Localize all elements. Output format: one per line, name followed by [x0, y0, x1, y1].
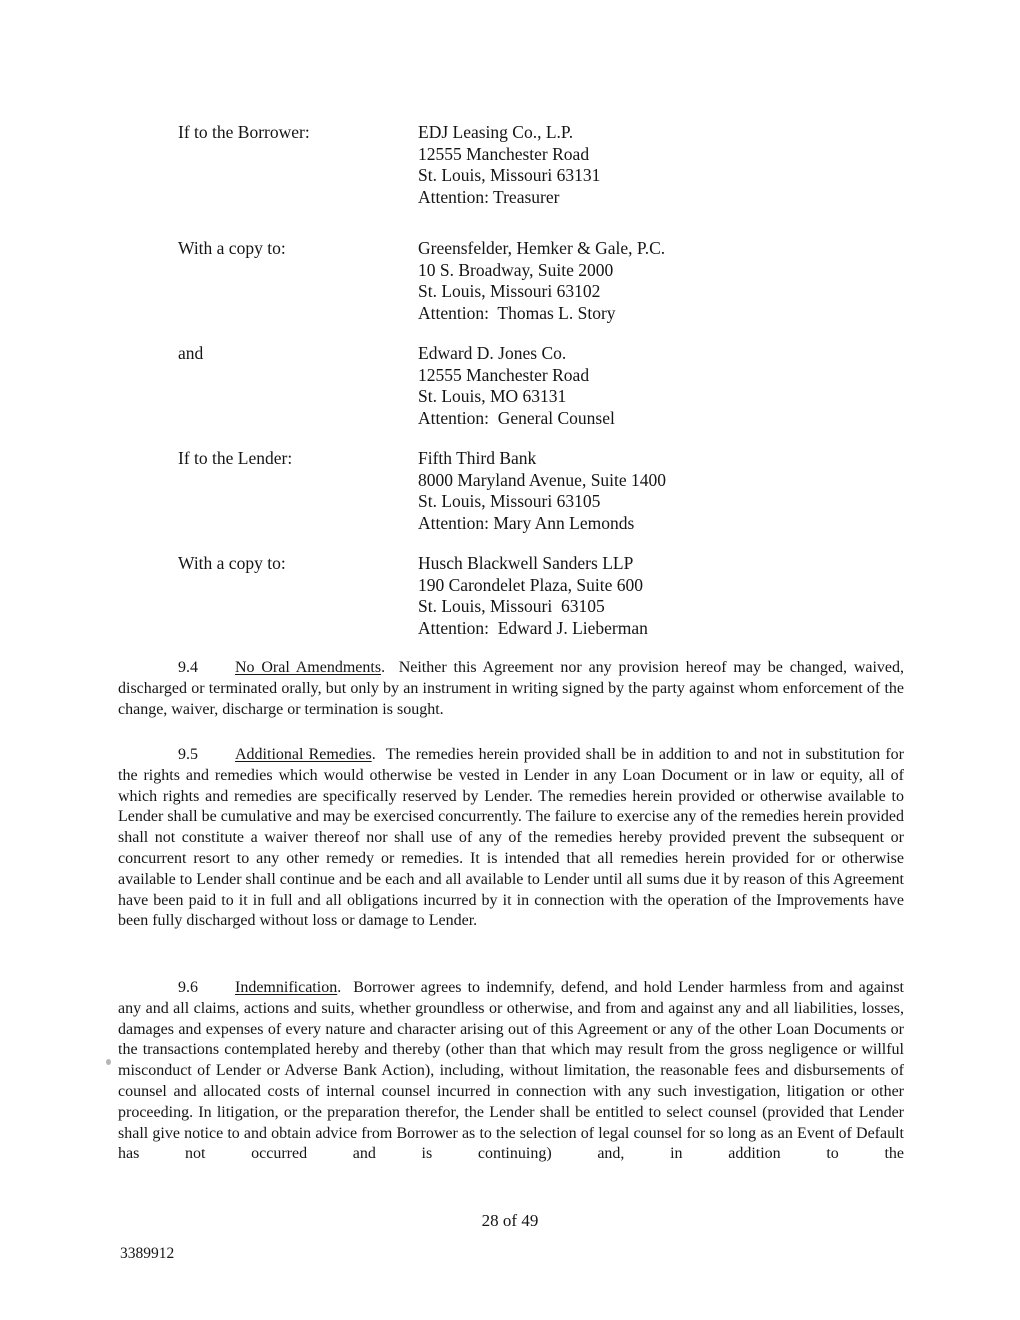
section-separator: .	[371, 746, 386, 763]
section-body: Borrower agrees to indemnify, defend, and hold Lender harmless from and against any and all claims, actions and suits, whether groundless or otherwise, and from and against any and all liabilities, losses, damages and expenses of every nature and character arising out of this Agreement or any of the other Loan Documents or the transactions contemplated hereby and thereby (other than that which may result from the gross negligence or willful misconduct of Lender or Adverse Bank Action), including, without limitation, the reasonable fees and disbursements of counsel and allocated costs of internal counsel incurred in connection with any such investigation, litigation or other proceeding. In litigation, or the preparation therefor, the Lender shall be entitled to select counsel (provided that Lender shall give notice to and obtain advice from Borrower as to the selection of legal counsel for so long as an Event of Default has not occurred and is continuing) and, in addition to the	[118, 979, 905, 1163]
address-line: St. Louis, MO 63131	[418, 386, 567, 407]
address-line: St. Louis, Missouri 63105	[418, 596, 605, 617]
section-paragraph	[118, 978, 904, 1165]
address-line: 8000 Maryland Avenue, Suite 1400	[418, 469, 667, 490]
section-body: Neither this Agreement nor any provision hereof may be changed, waived, discharged or terminated orally, but only by an instrument in writing signed by the party against whom enforcement of the change, waiver, discharge or termination is sought.	[118, 659, 905, 718]
address-line: Attention: Treasurer	[418, 186, 560, 207]
notice-address	[418, 553, 648, 639]
notice-address	[418, 238, 665, 324]
document-number: 3389912	[120, 1245, 175, 1262]
address-line: 12555 Manchester Road	[418, 143, 590, 164]
section-heading: Indemnification	[235, 979, 338, 996]
address-line: EDJ Leasing Co., L.P.	[418, 122, 574, 142]
address-line: St. Louis, Missouri 63102	[418, 281, 601, 302]
notice-label: If to the Borrower:	[178, 122, 310, 142]
section-heading: No Oral Amendments	[235, 659, 382, 676]
address-line: 190 Carondelet Plaza, Suite 600	[418, 574, 644, 595]
address-line: Greensfelder, Hemker & Gale, P.C.	[418, 238, 666, 258]
address-line: Attention: Mary Ann Lemonds	[418, 512, 635, 533]
notice-address	[418, 122, 600, 208]
section-number: 9.5	[178, 746, 198, 763]
address-line: Attention: Thomas L. Story	[418, 302, 616, 323]
notice-label: With a copy to:	[178, 238, 286, 258]
address-line: Attention: Edward J. Lieberman	[418, 617, 648, 638]
section-separator: .	[381, 659, 399, 676]
page-number: 28 of 49	[481, 1211, 539, 1230]
section-paragraph	[118, 658, 904, 720]
address-line: 10 S. Broadway, Suite 2000	[418, 259, 614, 280]
section-body: The remedies herein provided shall be in addition to and not in substitution for the rights and remedies which would otherwise be vested in Lender in any Loan Document or in law or equity, all of which rights and remedies are specifically reserved by Lender. The remedies herein provided or otherwise available to Lender shall be cumulative and may be exercised concurrently. The failure to exercise any of the remedies herein provided shall not constitute a waiver thereof nor shall use of any of the remedies hereby provided prevent the subsequent or concurrent resort to any other remedy or remedies. It is intended that all remedies herein provided for or otherwise available to Lender shall continue and be each and all available to Lender until all sums due it by reason of this Agreement have been paid to it in full and all obligations incurred by it in connection with the operation of the Improvements have been fully discharged without loss or damage to Lender.	[118, 746, 905, 930]
notice-address	[418, 448, 666, 534]
section-paragraph	[118, 745, 904, 932]
address-line: Edward D. Jones Co.	[418, 343, 567, 363]
address-line: Fifth Third Bank	[418, 448, 537, 468]
section-heading: Additional Remedies	[235, 746, 372, 763]
scan-artifact-dot	[106, 1059, 111, 1065]
section-separator: .	[337, 979, 354, 996]
address-line: St. Louis, Missouri 63131	[418, 165, 601, 186]
notice-label: With a copy to:	[178, 553, 286, 573]
address-line: Attention: General Counsel	[418, 407, 615, 428]
section-number: 9.4	[178, 659, 198, 676]
address-line: Husch Blackwell Sanders LLP	[418, 553, 634, 573]
address-line: St. Louis, Missouri 63105	[418, 491, 601, 512]
section-number: 9.6	[178, 979, 198, 996]
address-line: 12555 Manchester Road	[418, 364, 590, 385]
notice-address	[418, 343, 615, 429]
notice-label: and	[178, 343, 204, 363]
notice-label: If to the Lender:	[178, 448, 293, 468]
